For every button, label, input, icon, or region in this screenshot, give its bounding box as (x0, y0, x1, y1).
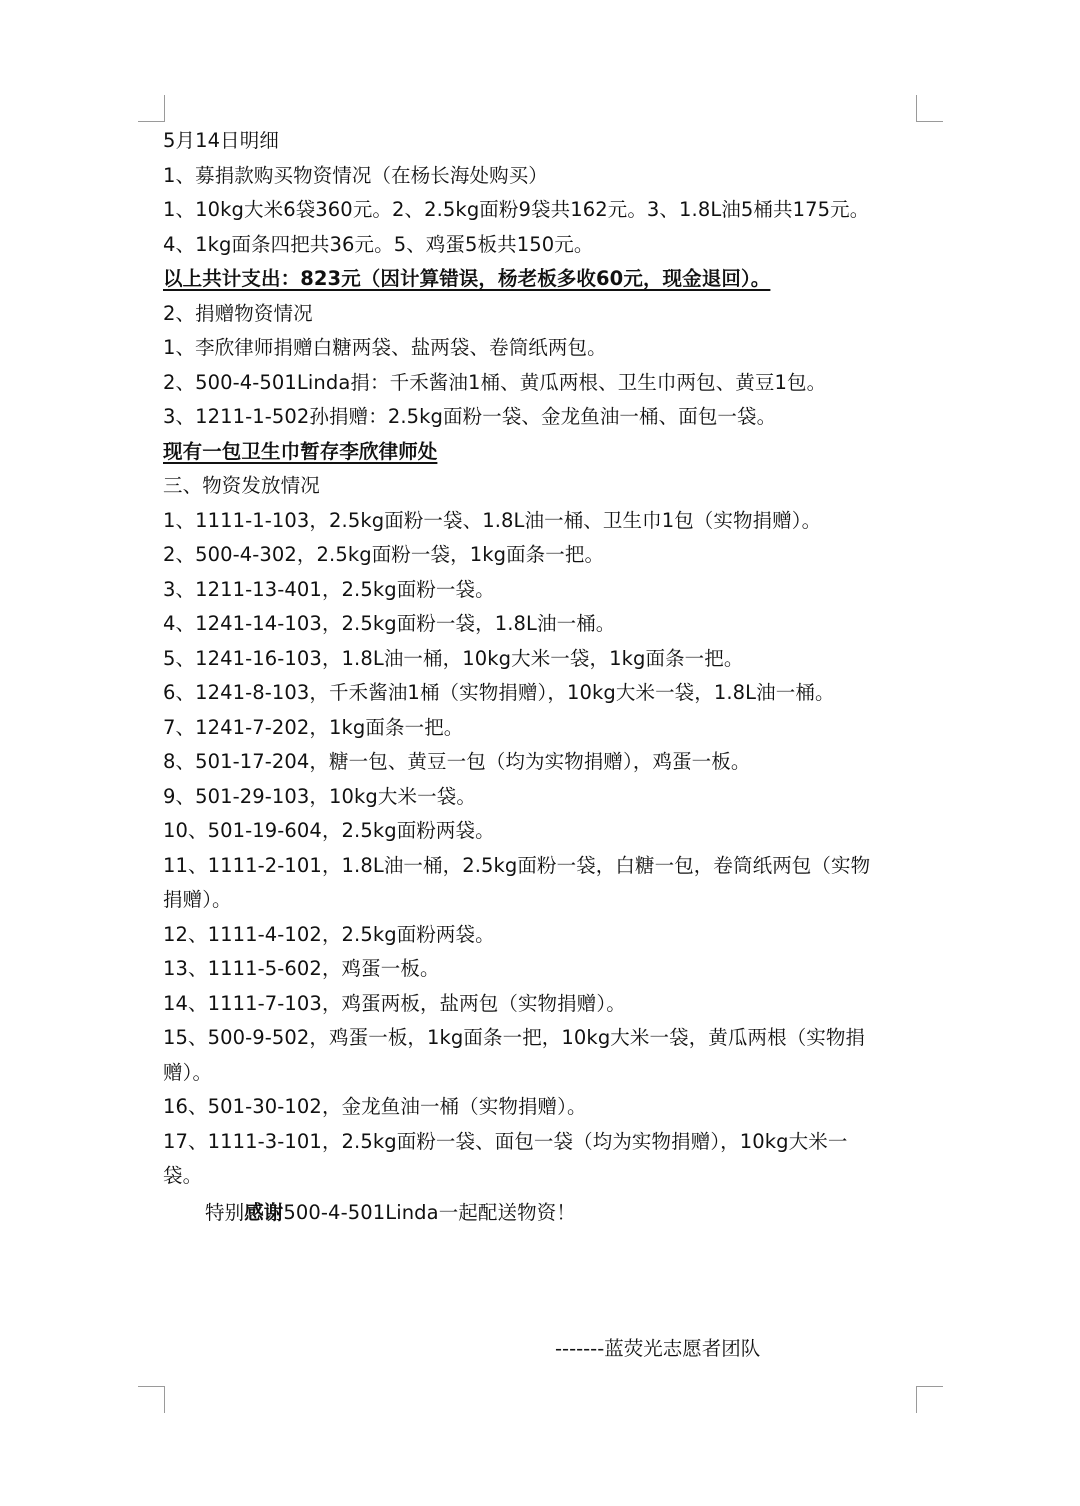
purchase-total: 以上共计支出：823元（因计算错误，杨老板多收60元，现金退回）。 (163, 267, 771, 290)
document-body (163, 124, 923, 1230)
distribution-item: 1、1111-1-103，2.5kg面粉一袋、1.8L油一桶、卫生巾1包（实物捐赠）。 (163, 508, 822, 532)
distribution-item-continued: 捐赠）。 (163, 888, 232, 911)
donation-line: 2、500-4-501Linda捐：千禾酱油1桶、黄瓜两根、卫生巾两包、黄豆1包。 (163, 370, 827, 394)
crop-mark-top-left (138, 95, 165, 122)
section3-heading: 三、物资发放情况 (163, 474, 320, 497)
distribution-item: 6、1241-8-103，千禾酱油1桶（实物捐赠），10kg大米一袋，1.8L油一桶。 (163, 681, 835, 704)
distribution-item: 2、500-4-302，2.5kg面粉一袋，1kg面条一把。 (163, 543, 605, 566)
thanks-prefix: 特别 (205, 1200, 245, 1224)
distribution-item: 11、1111-2-101，1.8L油一桶，2.5kg面粉一袋，白糖一包，卷筒纸两包（实物 (163, 853, 871, 877)
crop-mark-bottom-left (138, 1386, 165, 1413)
distribution-item-continued: 赠）。 (163, 1060, 213, 1084)
distribution-item: 17、1111-3-101，2.5kg面粉一袋、面包一袋（均为实物捐赠），10kg大米一 (163, 1129, 848, 1153)
thanks-emphasis: 感谢 (244, 1200, 284, 1224)
distribution-item: 15、500-9-502，鸡蛋一板，1kg面条一把，10kg大米一袋，黄瓜两根（实物捐 (163, 1026, 866, 1049)
distribution-item: 8、501-17-204，糖一包、黄豆一包（均为实物捐赠），鸡蛋一板。 (163, 750, 751, 773)
section2-heading: 2、捐赠物资情况 (163, 301, 313, 325)
section1-heading: 1、募捐款购买物资情况（在杨长海处购买） (163, 163, 548, 187)
thanks-line (163, 1196, 923, 1231)
crop-mark-bottom-right (916, 1386, 943, 1413)
distribution-item: 7、1241-7-202，1kg面条一把。 (163, 715, 464, 739)
distribution-item: 14、1111-7-103，鸡蛋两板，盐两包（实物捐赠）。 (163, 991, 626, 1015)
distribution-item: 3、1211-13-401，2.5kg面粉一袋。 (163, 577, 495, 601)
distribution-item: 13、1111-5-602，鸡蛋一板。 (163, 957, 440, 980)
distribution-item: 9、501-29-103，10kg大米一袋。 (163, 784, 476, 808)
thanks-suffix: 500-4-501Linda一起配送物资！ (283, 1200, 576, 1224)
distribution-item: 12、1111-4-102，2.5kg面粉两袋。 (163, 922, 495, 946)
distribution-item: 10、501-19-604，2.5kg面粉两袋。 (163, 819, 495, 842)
team-signature: -------蓝荧光志愿者团队 (555, 1337, 761, 1360)
donation-line: 3、1211-1-502孙捐赠：2.5kg面粉一袋、金龙鱼油一桶、面包一袋。 (163, 405, 777, 428)
crop-mark-top-right (916, 95, 943, 122)
purchase-line: 4、1kg面条四把共36元。5、鸡蛋5板共150元。 (163, 232, 594, 256)
distribution-item: 4、1241-14-103，2.5kg面粉一袋，1.8L油一桶。 (163, 612, 616, 635)
distribution-item-continued: 袋。 (163, 1164, 203, 1187)
donation-line: 1、李欣律师捐赠白糖两袋、盐两袋、卷筒纸两包。 (163, 336, 607, 359)
distribution-item: 5、1241-16-103，1.8L油一桶，10kg大米一袋，1kg面条一把。 (163, 646, 744, 670)
storage-note: 现有一包卫生巾暂存李欣律师处 (163, 439, 438, 463)
distribution-item: 16、501-30-102，金龙鱼油一桶（实物捐赠）。 (163, 1095, 587, 1118)
date-title: 5月14日明细 (163, 129, 279, 152)
purchase-line: 1、10kg大米6袋360元。2、2.5kg面粉9袋共162元。3、1.8L油5桶共175元。 (163, 198, 870, 221)
